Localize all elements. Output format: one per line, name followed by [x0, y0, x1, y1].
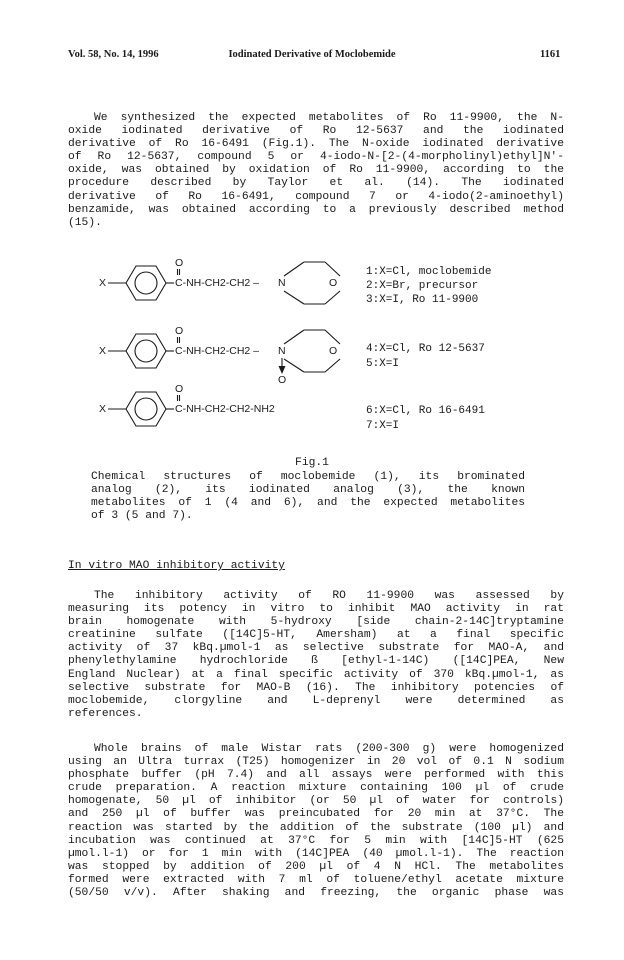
text-line: creatinine sulfate ([14C]5-HT, Amersham) at a final specific	[68, 629, 564, 642]
amide-chain: C-NH-CH2-CH2-NH2	[175, 403, 275, 415]
paragraph-mao-inhibitory	[68, 590, 564, 721]
text-line: reaction was started by the addition of the substrate (100 µl) and	[68, 821, 564, 834]
text-line: measuring its potency in vitro to inhibit MAO activity in rat	[68, 603, 564, 616]
caption-line: of 3 (5 and 7).	[91, 510, 193, 523]
text-line: phosphate buffer (pH 7.4) and all assays were performed with this	[68, 769, 564, 782]
text-line: was stopped by addition of 200 µl of 4 N HCl. The metabolites	[68, 860, 564, 873]
carbonyl-oxygen: O	[175, 257, 184, 269]
figure-caption-title: Fig.1	[295, 457, 329, 469]
text-line: We synthesized the expected metabolites of Ro 11-9900, the N-	[94, 112, 564, 124]
text-line: µmol.l-1) or for 1 min with (14C]PEA (40 µmol.l-1). The reaction	[68, 847, 564, 860]
text-line: of Ro 12-5637, compound 5 or 4-iodo-N-[2-(4-morpholinyl)ethyl]N'-	[68, 151, 564, 164]
text-line: selective substrate for MAO-B (16). The inhibitory potencies of	[68, 681, 564, 694]
benzene-ring-1	[126, 266, 166, 300]
text-line: The inhibitory activity of RO 11-9900 was assessed by	[94, 590, 564, 602]
compound-label: 6:X=Cl, Ro 16-6491	[366, 405, 485, 417]
text-line: (15).	[68, 216, 102, 229]
text-line: procedure described by Taylor et al. (14). The iodinated	[68, 177, 564, 190]
caption-line: metabolites of 1 (4 and 6), and the expected metabolites	[91, 497, 525, 510]
morpholine-nitrogen: N	[278, 277, 286, 289]
carbonyl-oxygen: O	[175, 383, 184, 395]
compound-label: 4:X=Cl, Ro 12-5637	[366, 343, 485, 355]
benzene-ring-3	[126, 392, 166, 426]
figure-caption	[91, 471, 525, 523]
text-line: benzamide, was obtained according to a previously described method	[68, 203, 564, 216]
substituent-x: X	[99, 403, 107, 415]
benzene-ring-2	[126, 334, 166, 368]
header-volume: Vol. 58, No. 14, 1996	[68, 49, 159, 60]
compound-label: 3:X=I, Ro 11-9900	[366, 294, 479, 306]
section-heading: In vitro MAO inhibitory activity	[68, 560, 285, 572]
text-line: derivative of Ro 16-6491, compound 7 or 4-iodo(2-aminoethyl)	[68, 190, 564, 203]
n-oxide-oxygen: O	[278, 374, 287, 386]
text-line: phenylethylamine hydrochloride ß [ethyl-1-14C) ([14C]PEA, New	[68, 655, 564, 668]
n-oxide-arrowhead	[279, 366, 286, 374]
text-line: homogenate, 50 µl of inhibitor (or 50 µl of water for controls)	[68, 795, 564, 808]
text-line: derivative of Ro 16-6491 (Fig.1). The N-oxide iodinated derivative	[68, 138, 564, 151]
carbonyl-oxygen: O	[175, 325, 184, 337]
text-line: (50/50 v/v). After shaking and freezing, the organic phase was	[68, 887, 564, 900]
morpholine-oxygen: O	[329, 345, 338, 357]
text-line: brain homogenate with 5-hydroxy [side chain-2-14C]tryptamine	[68, 616, 564, 629]
text-line: and 250 µl of buffer was preincubated for 20 min at 37°C. The	[68, 808, 564, 821]
text-line: Whole brains of male Wistar rats (200-300 g) were homogenized	[94, 743, 564, 755]
compound-label: 7:X=I	[366, 420, 400, 432]
text-line: oxide iodinated derivative of Ro 12-5637 and the iodinated	[68, 125, 564, 138]
text-line: moclobemide, clorgyline and L-deprenyl were determined as	[68, 694, 564, 707]
substituent-x: X	[99, 277, 107, 289]
compound-label: 5:X=I	[366, 358, 400, 370]
amide-chain: C-NH-CH2-CH2 –	[175, 345, 260, 357]
header-page-number: 1161	[540, 49, 561, 60]
text-line: using an Ultra turrax (T25) homogenizer in 20 vol of 0.1 N sodium	[68, 756, 564, 769]
amide-chain: C-NH-CH2-CH2 –	[175, 277, 260, 289]
text-line: crude preparation. A reaction mixture containing 100 µl of crude	[68, 782, 564, 795]
morpholine-nitrogen: N	[278, 345, 286, 357]
header-title: Iodinated Derivative of Moclobemide	[228, 49, 396, 60]
compound-label: 1:X=Cl, moclobemide	[366, 266, 492, 278]
text-line: activity of 37 kBq.µmol-1 as selective substrate for MAO-A, and	[68, 642, 564, 655]
text-line: references.	[68, 707, 143, 720]
text-line: incubation was continued at 37°C for 5 min with [14C]5-HT (625	[68, 834, 564, 847]
text-line: oxide, was obtained by oxidation of Ro 11-9900, according to the	[68, 164, 564, 177]
text-line: England Nuclear) at a final specific activity of 370 kBq.µmol-1, as	[68, 668, 564, 681]
text-line: formed were extracted with 7 ml of toluene/ethyl acetate mixture	[68, 873, 564, 886]
paragraph-methods	[68, 743, 564, 900]
caption-line: analog (2), its iodinated analog (3), the known	[91, 484, 525, 497]
compound-label: 2:X=Br, precursor	[366, 280, 479, 292]
morpholine-oxygen: O	[329, 277, 338, 289]
caption-line: Chemical structures of moclobemide (1), its brominated	[91, 471, 525, 483]
substituent-x: X	[99, 345, 107, 357]
